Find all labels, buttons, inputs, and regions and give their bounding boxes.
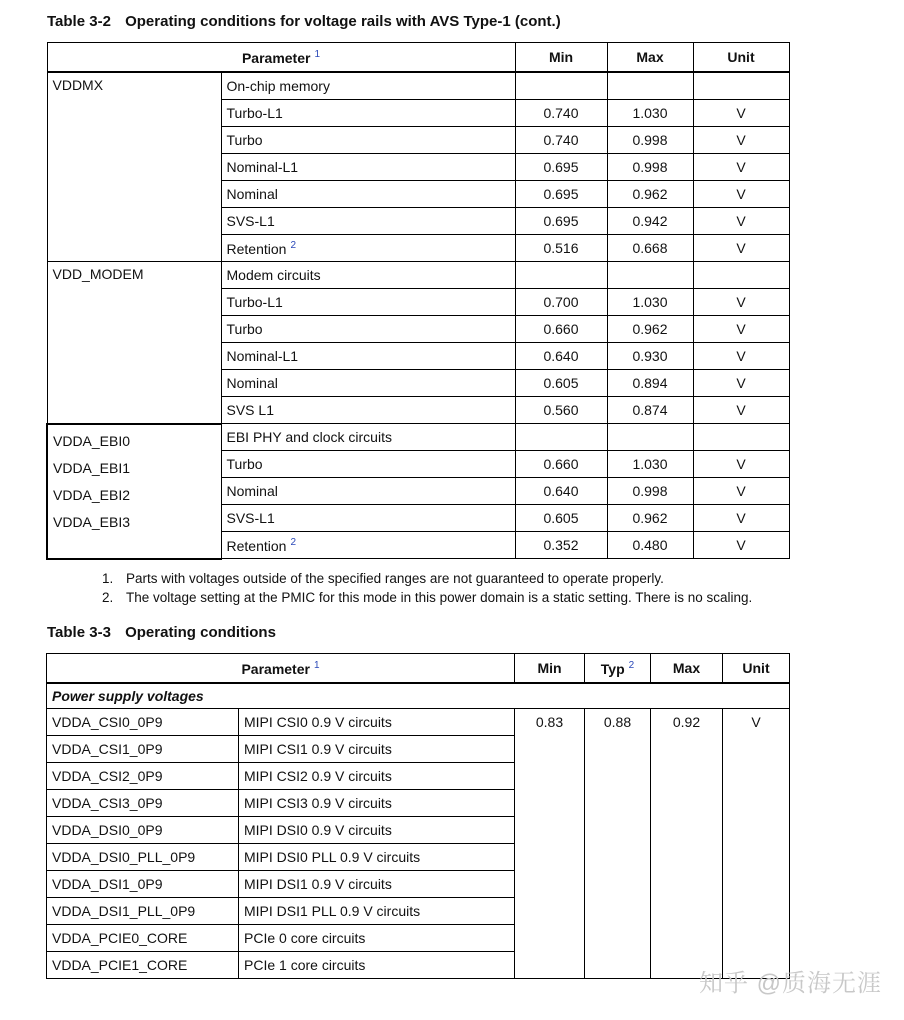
footnote-ref: 2 bbox=[628, 659, 635, 671]
unit-header: Unit bbox=[723, 654, 790, 684]
header-row bbox=[47, 654, 790, 684]
mode-cell bbox=[221, 343, 515, 370]
unit-value: V bbox=[693, 478, 789, 505]
mode-label: Nominal-L1 bbox=[226, 159, 299, 175]
rail-description: PCIe 1 core circuits bbox=[239, 952, 515, 979]
mode-label: Turbo-L1 bbox=[226, 294, 283, 310]
mode-label: Turbo bbox=[226, 321, 263, 337]
mode-cell bbox=[221, 532, 515, 559]
unit-value: V bbox=[693, 127, 789, 154]
max-value: 0.942 bbox=[607, 208, 693, 235]
min-value: 0.516 bbox=[515, 235, 607, 262]
unit-value: V bbox=[693, 505, 789, 532]
rail-description: MIPI DSI0 PLL 0.9 V circuits bbox=[239, 844, 515, 871]
rail-name: VDDA_EBI0 bbox=[53, 432, 131, 449]
unit-value: V bbox=[693, 451, 789, 478]
max-value: 0.874 bbox=[607, 397, 693, 424]
rail-description: EBI PHY and clock circuits bbox=[221, 424, 515, 451]
unit-cell bbox=[693, 72, 789, 100]
rail-name: VDDA_DSI1_PLL_0P9 bbox=[47, 898, 239, 925]
avs-type1-table bbox=[46, 42, 790, 560]
rail-name: VDDMX bbox=[47, 72, 221, 262]
rail-name: VDDA_DSI0_0P9 bbox=[47, 817, 239, 844]
footnote-ref: 1 bbox=[314, 48, 321, 60]
min-cell bbox=[515, 424, 607, 451]
max-value: 0.998 bbox=[607, 478, 693, 505]
min-value: 0.660 bbox=[515, 316, 607, 343]
mode-cell bbox=[221, 370, 515, 397]
max-value: 0.668 bbox=[607, 235, 693, 262]
min-value: 0.740 bbox=[515, 127, 607, 154]
min-cell bbox=[515, 262, 607, 289]
typ-value: 0.88 bbox=[585, 709, 651, 979]
parameter-header: Parameter $^1$ bbox=[47, 43, 515, 73]
max-value: 0.894 bbox=[607, 370, 693, 397]
mode-label: Retention bbox=[226, 537, 287, 554]
mode-cell bbox=[221, 505, 515, 532]
mode-label: Nominal bbox=[226, 483, 278, 499]
rail-description: On-chip memory bbox=[221, 72, 515, 100]
rail-description: MIPI CSI1 0.9 V circuits bbox=[239, 736, 515, 763]
mode-label: Turbo-L1 bbox=[226, 105, 283, 121]
min-value: 0.695 bbox=[515, 208, 607, 235]
typ-header: Typ $^2$ bbox=[585, 654, 651, 684]
section-row bbox=[47, 683, 790, 709]
mode-cell bbox=[221, 181, 515, 208]
unit-value: V bbox=[693, 532, 789, 559]
mode-label: SVS-L1 bbox=[226, 510, 275, 526]
max-value: 0.962 bbox=[607, 316, 693, 343]
section-title: Power supply voltages bbox=[47, 683, 790, 709]
rail-name: VDDA_PCIE0_CORE bbox=[47, 925, 239, 952]
table-row bbox=[47, 424, 789, 451]
mode-cell bbox=[221, 478, 515, 505]
min-value: 0.640 bbox=[515, 478, 607, 505]
rail-name: VDDA_PCIE1_CORE bbox=[47, 952, 239, 979]
min-value: 0.640 bbox=[515, 343, 607, 370]
max-value: 0.962 bbox=[607, 181, 693, 208]
footnote-ref: 2 bbox=[290, 536, 296, 548]
unit-value: V bbox=[723, 709, 790, 979]
mode-label: SVS L1 bbox=[226, 402, 274, 418]
rail-name: VDD_MODEM bbox=[47, 262, 221, 424]
footnote-1: 1. Parts with voltages outside of the specified ranges are not guaranteed to operate properly. bbox=[102, 571, 664, 586]
unit-cell bbox=[693, 424, 789, 451]
table-title: Operating conditions bbox=[125, 624, 276, 641]
max-value: 0.930 bbox=[607, 343, 693, 370]
mode-cell bbox=[221, 397, 515, 424]
rail-description: MIPI CSI3 0.9 V circuits bbox=[239, 790, 515, 817]
min-value: 0.660 bbox=[515, 451, 607, 478]
footnote-ref: 1 bbox=[313, 659, 320, 671]
unit-value: V bbox=[693, 181, 789, 208]
mode-cell bbox=[221, 100, 515, 127]
mode-cell bbox=[221, 289, 515, 316]
rail-name: VDDA_CSI3_0P9 bbox=[47, 790, 239, 817]
table-3-3-caption bbox=[47, 624, 276, 641]
mode-cell bbox=[221, 235, 515, 262]
max-value: 0.480 bbox=[607, 532, 693, 559]
unit-value: V bbox=[693, 343, 789, 370]
unit-value: V bbox=[693, 316, 789, 343]
table-row bbox=[47, 262, 789, 289]
min-value: 0.560 bbox=[515, 397, 607, 424]
min-value: 0.605 bbox=[515, 370, 607, 397]
rail-name: VDDA_CSI2_0P9 bbox=[47, 763, 239, 790]
mode-label: Nominal bbox=[226, 186, 278, 202]
rail-name: VDDA_EBI3 bbox=[53, 513, 131, 530]
table-number: Table 3-3 bbox=[47, 624, 111, 641]
rail-name: VDDA_DSI1_0P9 bbox=[47, 871, 239, 898]
max-header: Max bbox=[607, 43, 693, 73]
rail-description: PCIe 0 core circuits bbox=[239, 925, 515, 952]
min-value: 0.695 bbox=[515, 181, 607, 208]
mode-cell bbox=[221, 127, 515, 154]
footnote-ref: 2 bbox=[290, 239, 296, 251]
min-header: Min bbox=[515, 654, 585, 684]
watermark: 知乎 @质海无涯 bbox=[698, 970, 882, 997]
table-number: Table 3-2 bbox=[47, 13, 111, 30]
rail-name-cell bbox=[47, 424, 221, 559]
max-value: 0.92 bbox=[651, 709, 723, 979]
mode-cell bbox=[221, 208, 515, 235]
mode-label: Nominal-L1 bbox=[226, 348, 299, 364]
min-value: 0.740 bbox=[515, 100, 607, 127]
mode-label: Nominal bbox=[226, 375, 278, 391]
rail-description: MIPI DSI0 0.9 V circuits bbox=[239, 817, 515, 844]
max-value: 0.998 bbox=[607, 127, 693, 154]
mode-label: SVS-L1 bbox=[226, 213, 275, 229]
min-value: 0.695 bbox=[515, 154, 607, 181]
unit-cell bbox=[693, 262, 789, 289]
table-3-2-caption bbox=[47, 13, 561, 30]
min-cell bbox=[515, 72, 607, 100]
mode-label: Turbo bbox=[226, 456, 263, 472]
unit-value: V bbox=[693, 154, 789, 181]
mode-cell bbox=[221, 154, 515, 181]
rail-name: VDDA_CSI0_0P9 bbox=[47, 709, 239, 736]
parameter-header: Parameter $^1$ bbox=[47, 654, 515, 684]
max-value: 1.030 bbox=[607, 451, 693, 478]
min-value: 0.605 bbox=[515, 505, 607, 532]
rail-description: MIPI DSI1 PLL 0.9 V circuits bbox=[239, 898, 515, 925]
operating-conditions-table bbox=[46, 653, 790, 979]
max-value: 1.030 bbox=[607, 289, 693, 316]
max-cell bbox=[607, 72, 693, 100]
unit-value: V bbox=[693, 208, 789, 235]
unit-header: Unit bbox=[693, 43, 789, 73]
min-value: 0.352 bbox=[515, 532, 607, 559]
rail-name: VDDA_EBI1 bbox=[53, 459, 131, 476]
unit-value: V bbox=[693, 100, 789, 127]
min-header: Min bbox=[515, 43, 607, 73]
max-cell bbox=[607, 262, 693, 289]
footnotes bbox=[104, 569, 752, 607]
table-row bbox=[47, 709, 790, 736]
min-value: 0.83 bbox=[515, 709, 585, 979]
max-cell bbox=[607, 424, 693, 451]
mode-cell bbox=[221, 316, 515, 343]
max-value: 0.998 bbox=[607, 154, 693, 181]
unit-value: V bbox=[693, 235, 789, 262]
mode-cell bbox=[221, 451, 515, 478]
rail-description: MIPI DSI1 0.9 V circuits bbox=[239, 871, 515, 898]
mode-label: Retention bbox=[226, 240, 287, 257]
max-header: Max bbox=[651, 654, 723, 684]
rail-description: MIPI CSI0 0.9 V circuits bbox=[239, 709, 515, 736]
table-title: Operating conditions for voltage rails with AVS Type-1 (cont.) bbox=[125, 13, 561, 30]
min-value: 0.700 bbox=[515, 289, 607, 316]
unit-value: V bbox=[693, 397, 789, 424]
mode-label: Turbo bbox=[226, 132, 263, 148]
max-value: 0.962 bbox=[607, 505, 693, 532]
footnote-2: 2. The voltage setting at the PMIC for this mode in this power domain is a static setting. There is no scaling. bbox=[102, 590, 753, 605]
unit-value: V bbox=[693, 289, 789, 316]
max-value: 1.030 bbox=[607, 100, 693, 127]
rail-name: VDDA_CSI1_0P9 bbox=[47, 736, 239, 763]
table-row bbox=[47, 72, 789, 100]
rail-description: Modem circuits bbox=[221, 262, 515, 289]
header-row bbox=[47, 43, 789, 73]
unit-value: V bbox=[693, 370, 789, 397]
rail-name: VDDA_DSI0_PLL_0P9 bbox=[47, 844, 239, 871]
rail-name: VDDA_EBI2 bbox=[53, 486, 131, 503]
rail-description: MIPI CSI2 0.9 V circuits bbox=[239, 763, 515, 790]
